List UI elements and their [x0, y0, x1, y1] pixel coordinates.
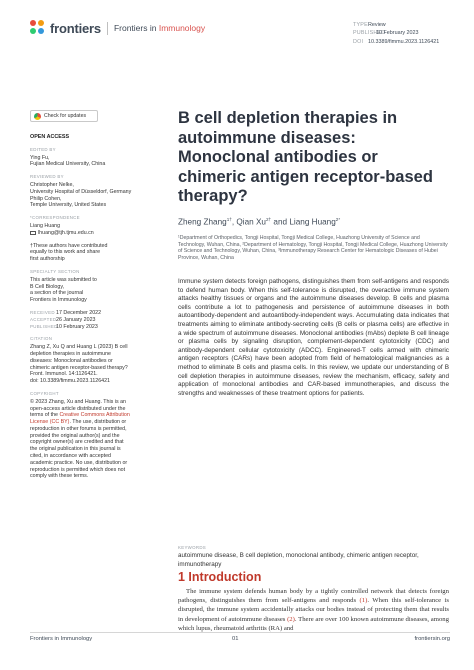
- section-heading: 1 Introduction: [178, 570, 262, 584]
- logo-dot: [38, 28, 44, 34]
- author-list: Zheng Zhang$^{1\dagger}$, Qian $Xu^{2\dagger}$ and Liang Huang$^{2*}$: [178, 217, 341, 227]
- equal-contribution-note: †These authors have contributed equally to this work and share first authorship: [30, 242, 108, 263]
- footer-site-link[interactable]: frontiersin.org: [414, 636, 450, 642]
- article-title: B cell depletion therapies in autoimmune diseases: Monoclonal antibodies or chimeric antigen receptor-based therapy?: [178, 109, 433, 205]
- frontiers-logo-icon: [30, 20, 46, 36]
- page-number: 01: [232, 636, 239, 642]
- doi-link[interactable]: 10.3389/fimmu.2023.1126421: [368, 38, 440, 45]
- reviewed-by: REVIEWED BY Christopher Nelke, University Hospital of Düsseldorf, Germany Philip Cohen, Temple University, United States: [30, 174, 132, 209]
- keywords-label: KEYWORDS: [178, 545, 207, 550]
- citation-link[interactable]: (1): [359, 597, 368, 605]
- article-type: Review: [368, 22, 386, 28]
- journal-title: Frontiers in Immunology: [113, 23, 206, 33]
- introduction-paragraph: The immune system defends human body by a tightly controlled network that detects foreign pathogens, distinguishes them from self-antigens and responds (1). When this self-tolerance is disrupted, the immune system accidentally attacks our bodies instead of protecting them that results in development of autoimmune diseases (2). There are over 100 known autoimmune diseases, among which lupus, rheumatoid arthritis (RA) and: [178, 588, 449, 632]
- affiliations: ¹Department of Orthopedics, Tongji Hospital, Tongji Medical College, Huazhong University of Science and Technology, Wuhan, China, ²Department of Hematology, Tongji Hospital, Tongji Medical College, Huazhong University of Science and Technology, Wuhan, China, ³Immunotherapy Research Center for Hematologic Diseases of Hubei Province, Wuhan, China: [178, 235, 448, 262]
- copyright: COPYRIGHT © 2023 Zhang, Xu and Huang. This is an open-access article distributed under the terms of the Creative Commons Attribution License (CC BY). The use, distribution or reproduction in other forums is permitted, provided the original author(s) and the copyright owner(s) are credited and that the original publication in this journal is cited, in accordance with accepted academic practice. No use, distribution or reproduction is permitted which does not comply with these terms.: [30, 390, 130, 480]
- article-meta: TYPEReview PUBLISHED10 February 2023 DOI 10.3389/fimmu.2023.1126421: [353, 22, 440, 45]
- keywords: autoimmune disease, B cell depletion, monoclonal antibody, chimeric antigen receptor, immunotherapy: [178, 552, 419, 568]
- published-date: 10 February 2023: [376, 30, 419, 37]
- crossmark-icon: [34, 113, 41, 120]
- envelope-icon: [30, 231, 36, 235]
- license-link[interactable]: Creative Commons Attribution: [59, 412, 130, 419]
- author-name[interactable]: Qian Xu: [236, 217, 266, 227]
- citation-link[interactable]: (2): [287, 615, 295, 623]
- open-access-label: OPEN ACCESS: [30, 134, 70, 140]
- author-name[interactable]: Liang Huang: [289, 217, 336, 227]
- article-info-sidebar: [30, 134, 148, 486]
- frontiers-logo[interactable]: [30, 20, 205, 36]
- author-name[interactable]: Zheng Zhang: [178, 217, 227, 227]
- citation: CITATION Zhang Z, Xu Q and Huang L (2023) B cell depletion therapies in autoimmune diseases: Monoclonal antibodies or chimeric antigen receptor-based therapy? Front. Immunol. 14:1126421. doi: 10.3389/fimmu.2023.1126421: [30, 336, 128, 385]
- license-link[interactable]: License (CC BY): [30, 419, 70, 426]
- logo-dot: [30, 20, 36, 26]
- article-dates: RECEIVED17 December 2022 ACCEPTED26 January 2023 PUBLISHED10 February 2023: [30, 309, 102, 330]
- edited-by: EDITED BY Ying Fu, Fujian Medical University, China: [30, 146, 106, 168]
- header-divider: [107, 22, 108, 35]
- logo-dot: [38, 20, 44, 26]
- footer-divider: [30, 632, 450, 633]
- correspondence-email[interactable]: lhuang@tjh.tjmu.edu.cn: [30, 230, 148, 237]
- abstract: Immune system detects foreign pathogens, distinguishes them from self-antigens and responds to defend human body. When this self-tolerance is disrupted, the overactive immune system attacks healthy tissues or organs and the autoimmune diseases develop. B cells and plasma cells contribute a lot to pathogenesis and persistence of autoimmune diseases in both autoantibody-dependent and autoantibody-independent ways. Accumulating data indicates that treatments aiming to eliminate antibody-secreting cells (B cells or plasma cells) are effective in a wide spectrum of autoimmune diseases. Monoclonal antibodies (mAbs) deplete B cell lineage or plasma cells by signaling disruption, complement-dependent cytotoxicity (CDC) and antibody-dependent cellular cytotoxicity (ADCC). Engineered-T cells armed with chimeric antigen receptors (CARs) have been adopted from field of hematological malignancies as a method to eliminate B cells and plasma cells. In this review, we update our understanding of B cell depletion therapies in autoimmune diseases, review the mechanism, efficacy, safety and application of monoclonal antibodies and CAR-based immunotherapies, and discuss the strengths and weaknesses of these treatment options for patients.: [178, 278, 449, 397]
- correspondence: *CORRESPONDENCE Liang Huang lhuang@tjh.tjmu.edu.cn: [30, 215, 148, 236]
- specialty-section: SPECIALTY SECTION This article was submitted to B Cell Biology, a section of the journal Frontiers in Immunology: [30, 268, 97, 304]
- check-for-updates-button[interactable]: Check for updates: [30, 110, 98, 122]
- footer-journal: Frontiers in Immunology: [30, 636, 93, 642]
- brand-name: frontiers: [50, 20, 101, 36]
- logo-dot: [30, 28, 36, 34]
